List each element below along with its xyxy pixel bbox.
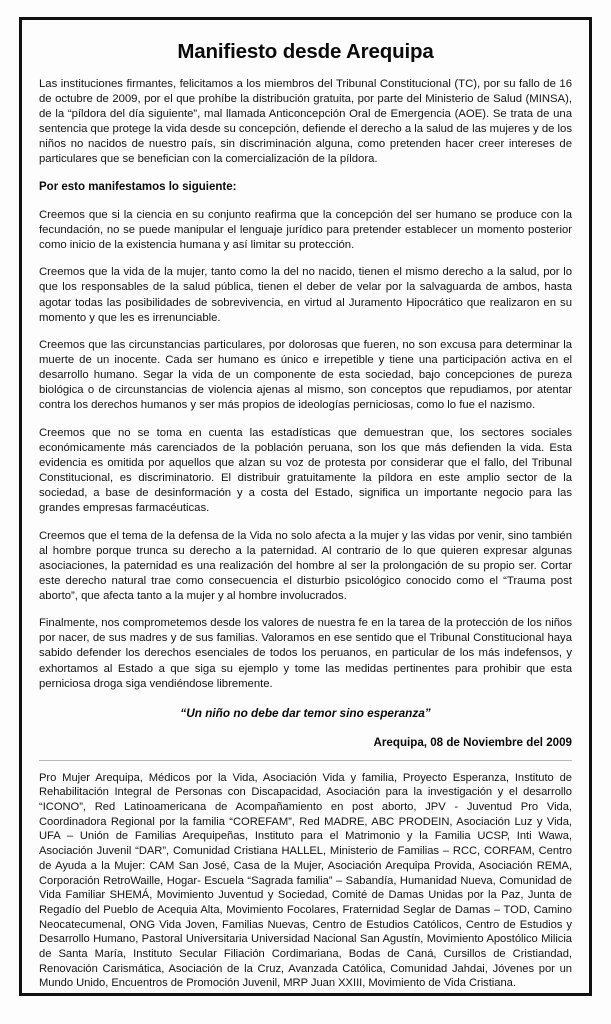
pull-quote: “Un niño no debe dar temor sino esperanza” xyxy=(180,705,431,720)
paragraph-compromiso-final: Finalmente, nos comprometemos desde los valores de nuestra fe en la tarea de la protección de los niños por nacer, de sus madres y de sus familias. Valoramos en ese sentido que el Tribunal Constitucional haya sabido defender los derechos esenciales de todos los peruanos, en particular de los más indefensos, y exhortamos al Estado a que siga su ejemplo y tome las medidas pertinentes para prohibir que esta perniciosa droga siga vendiéndose libremente. xyxy=(39,617,572,690)
dateline: Arequipa, 08 de Noviembre del 2009 xyxy=(373,735,572,749)
paragraph-circunstancias: Creemos que las circunstancias particulares, por dolorosas que fueren, no son excusa para determinar la muerte de un inocente. Cada ser humano es único e irrepetible y tiene una participación activa en el desarrollo humano. Segar la vida de un componente de esta sociedad, bajo concepciones de pureza biológica o de circunstancias de violencia ajenas al mismo, son conceptos que repudiamos, por atentar contra los derechos humanos y ser más propios de ideologías perniciosas, como lo fue el nazismo. xyxy=(39,339,572,412)
signatories-list: Pro Mujer Arequipa, Médicos por la Vida, Asociación Vida y familia, Proyecto Esperanza, Instituto de Rehabilitación Integral de Personas con Discapacidad, Asociación para la investigación y el desarrollo “ICONO”, Red Latinoamericana de Acompañamiento en post aborto, JPV - Juventud Pro Vida, Coordinadora Regional por la familia “COREFAM”, Red MADRE, ABC PRODEIN, Asociación Luz y Vida, UFA – Unión de Familias Arequipeñas, Instituto para el Matrimonio y la Familia UCSP, Inti Wawa, Asociación Juvenil “DAR”, Comunidad Cristiana HALLEL, Ministerio de Familias – RCC, CORFAM, Centro de Ayuda a la Mujer: CAM San José, Casa de la Mujer, Asociación Arequipa Provida, Asociación REMA, Corporación RetroWaille, Hogar- Escuela “Sagrada familia” – Sabandía, Humanidad Nueva, Comunidad de Vida Familiar SHEMÁ, Movimiento Juventud y Sociedad, Comité de Damas Unidas por la Paz, Junta de Regadío del Pueblo de Acequia Alta, Movimiento Focolares, Fraternidad Seglar de Damas – TOD, Camino Neocatecumenal, ONG Vida Joven, Familias Nuevas, Centro de Estudios Católicos, Centro de Estudios y Desarrollo Humano, Pastoral Universitaria Universidad Nacional San Agustín, Movimiento Apostólico Milicia de Santa María, Instituto Secular Filiación Cordimariana, Bodas de Caná, Cursillos de Cristiandad, Renovación Carismática, Asociación de la Cruz, Avanzada Católica, Comunidad Jahdai, Jóvenes por un Mundo Unido, Encuentros de Promoción Juvenil, MRP Juan XXIII, Movimiento de Vida Cristiana. xyxy=(39,771,572,990)
section-subheading: Por esto manifestamos lo siguiente: xyxy=(39,180,237,193)
manifesto-bordered-frame xyxy=(19,17,592,996)
paragraph-intro: Las instituciones firmantes, felicitamos a los miembros del Tribunal Constitucional (TC), por su fallo de 16 de octubre de 2009, por el que prohíbe la distribución gratuita, por parte del Ministerio de Salud (MINSA), de la “píldora del día siguiente”, mal llamada Anticoncepción Oral de Emergencia (AOE). Se trata de una sentencia que protege la vida desde su concepción, defiende el derecho a la salud de las mujeres y de los niños no nacidos de nuestro país, sin discriminación alguna, como pretenden hacer creer intereses de particulares que se benefician con la comercialización de la píldora. xyxy=(39,78,572,166)
paragraph-estadisticas: Creemos que no se toma en cuenta las estadísticas que demuestran que, los sectores sociales económicamente más carenciados de la población peruana, son los que más defienden la vida. Esta evidencia es omitida por aquellos que alzan su voz de protesta por considerar que el fallo, del Tribunal Constitucional, es discriminatorio. El distribuir gratuitamente la píldora en este amplio sector de la sociedad, a base de desinformación y a costa del Estado, significa un importante negocio para las grandes empresas farmacéuticas. xyxy=(39,426,572,515)
paragraph-fecundacion: Creemos que si la ciencia en su conjunto reafirma que la concepción del ser humano se produce con la fecundación, no se puede manipular el lenguaje jurídico para pretender establecer un momento posterior como inicio de la existencia humana y así limitar su protección. xyxy=(39,208,572,251)
signatories-divider xyxy=(39,760,572,761)
paragraph-paternidad: Creemos que el tema de la defensa de la Vida no solo afecta a la mujer y las vidas por venir, sino también al hombre porque trunca su derecho a la paternidad. Al contrario de lo que quieren expresar algunas asociaciones, la paternidad es una realización del hombre al ser la prolongación de su propio ser. Cortar este derecho natural trae como consecuencia el disturbio psicológico conocido como el “Trauma post aborto”, que afecta tanto a la mujer y al hombre involucrados. xyxy=(39,529,572,602)
paragraph-salud-mujer: Creemos que la vida de la mujer, tanto como la del no nacido, tienen el mismo derecho a la salud, por lo que los responsables de la salud pública, tienen el deber de velar por la salvaguarda de ambos, hasta agotar todas las posibilidades de sobrevivencia, en virtud al Juramento Hipocrático que realizaron en su momento y que les es irrenunciable. xyxy=(39,266,572,324)
page-title: Manifiesto desde Arequipa xyxy=(177,40,434,63)
